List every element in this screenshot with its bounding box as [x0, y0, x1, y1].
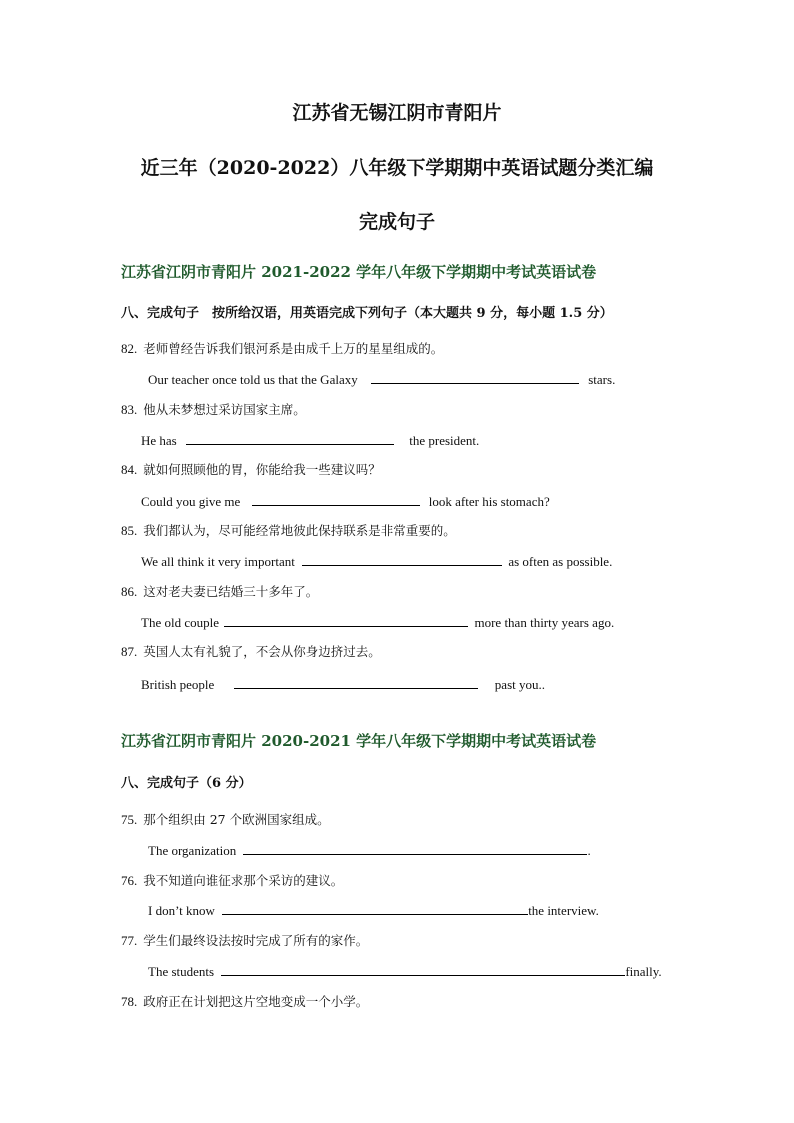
question-prompt — [121, 871, 343, 889]
question-chinese: 我们都认为，尽可能经常地彼此保持联系是非常重要的。 — [143, 523, 456, 538]
question-chinese: 这对老夫妻已结婚三十多年了。 — [143, 584, 319, 599]
answer-suffix: past you.. — [494, 677, 545, 692]
question-chinese: 老师曾经告诉我们银河系是由成千上万的星星组成的。 — [143, 341, 444, 356]
question-number: 87. — [121, 644, 138, 659]
answer-blank[interactable] — [186, 432, 394, 445]
answer-line — [148, 371, 615, 388]
answer-blank[interactable] — [243, 842, 587, 855]
question-prompt — [121, 582, 318, 600]
answer-prefix: The organization — [148, 843, 237, 858]
answer-blank[interactable] — [221, 963, 625, 976]
answer-suffix: stars. — [588, 372, 616, 387]
answer-line — [141, 493, 550, 510]
question-chinese: 政府正在计划把这片空地变成一个小学。 — [143, 994, 369, 1009]
answer-line — [141, 432, 479, 449]
answer-blank[interactable] — [222, 902, 528, 915]
question-chinese: 我不知道向谁征求那个采访的建议。 — [143, 873, 344, 888]
question-number: 83. — [121, 402, 138, 417]
question-prompt — [121, 339, 443, 357]
answer-suffix: look after his stomach? — [428, 494, 550, 509]
question-chinese: 英国人太有礼貌了，不会从你身边挤过去。 — [143, 644, 381, 659]
answer-blank[interactable] — [371, 371, 579, 384]
section-instruction: 八、完成句子（6 分） — [121, 776, 252, 791]
answer-prefix: We all think it very important — [141, 554, 295, 569]
question-chinese: 学生们最终设法按时完成了所有的家作。 — [143, 933, 369, 948]
question-prompt — [121, 400, 306, 418]
answer-suffix: finally. — [625, 964, 662, 979]
question-prompt — [121, 810, 330, 828]
answer-prefix: He has — [141, 433, 177, 448]
question-prompt — [121, 642, 381, 660]
question-number: 78. — [121, 994, 138, 1009]
answer-blank[interactable] — [234, 676, 478, 689]
answer-blank[interactable] — [224, 614, 468, 627]
document-title: 江苏省无锡江阴市青阳片 — [292, 102, 502, 124]
question-prompt — [121, 992, 368, 1010]
answer-line — [148, 842, 591, 859]
question-number: 75. — [121, 812, 138, 827]
question-number: 86. — [121, 584, 138, 599]
question-number: 77. — [121, 933, 138, 948]
section-instruction: 八、完成句子 按所给汉语，用英语完成下列句子（本大题共 9 分，每小题 1.5 分） — [121, 306, 613, 321]
section-heading: 江苏省江阴市青阳片 2020-2021 学年八年级下学期期中考试英语试卷 — [121, 732, 597, 750]
question-number: 84. — [121, 462, 138, 477]
answer-prefix: Could you give me — [141, 494, 241, 509]
answer-line — [148, 902, 599, 919]
question-prompt — [121, 521, 456, 539]
answer-suffix: . — [587, 843, 591, 858]
question-number: 82. — [121, 341, 138, 356]
answer-suffix: as often as possible. — [508, 554, 613, 569]
answer-suffix: the president. — [409, 433, 480, 448]
question-chinese: 那个组织由 27 个欧洲国家组成。 — [143, 812, 330, 827]
document-topic: 完成句子 — [358, 211, 435, 233]
answer-line — [141, 676, 545, 693]
answer-line — [148, 963, 662, 980]
answer-suffix: more than thirty years ago. — [474, 615, 615, 630]
answer-blank[interactable] — [252, 493, 420, 506]
answer-prefix: Our teacher once told us that the Galaxy — [148, 372, 358, 387]
answer-prefix: The students — [148, 964, 215, 979]
question-number: 85. — [121, 523, 138, 538]
question-prompt — [121, 460, 381, 478]
question-prompt — [121, 931, 368, 949]
answer-prefix: I don’t know — [148, 903, 215, 918]
question-number: 76. — [121, 873, 138, 888]
answer-suffix: the interview. — [528, 903, 599, 918]
answer-line — [141, 553, 612, 570]
answer-line — [141, 614, 614, 631]
answer-prefix: The old couple — [141, 615, 219, 630]
document-subtitle: 近三年（2020-2022）八年级下学期期中英语试题分类汇编 — [140, 157, 654, 179]
question-chinese: 就如何照顾他的胃，你能给我一些建议吗？ — [143, 462, 381, 477]
answer-blank[interactable] — [302, 553, 502, 566]
answer-prefix: British people — [141, 677, 215, 692]
question-chinese: 他从未梦想过采访国家主席。 — [143, 402, 306, 417]
section-heading: 江苏省江阴市青阳片 2021-2022 学年八年级下学期期中考试英语试卷 — [121, 263, 597, 281]
